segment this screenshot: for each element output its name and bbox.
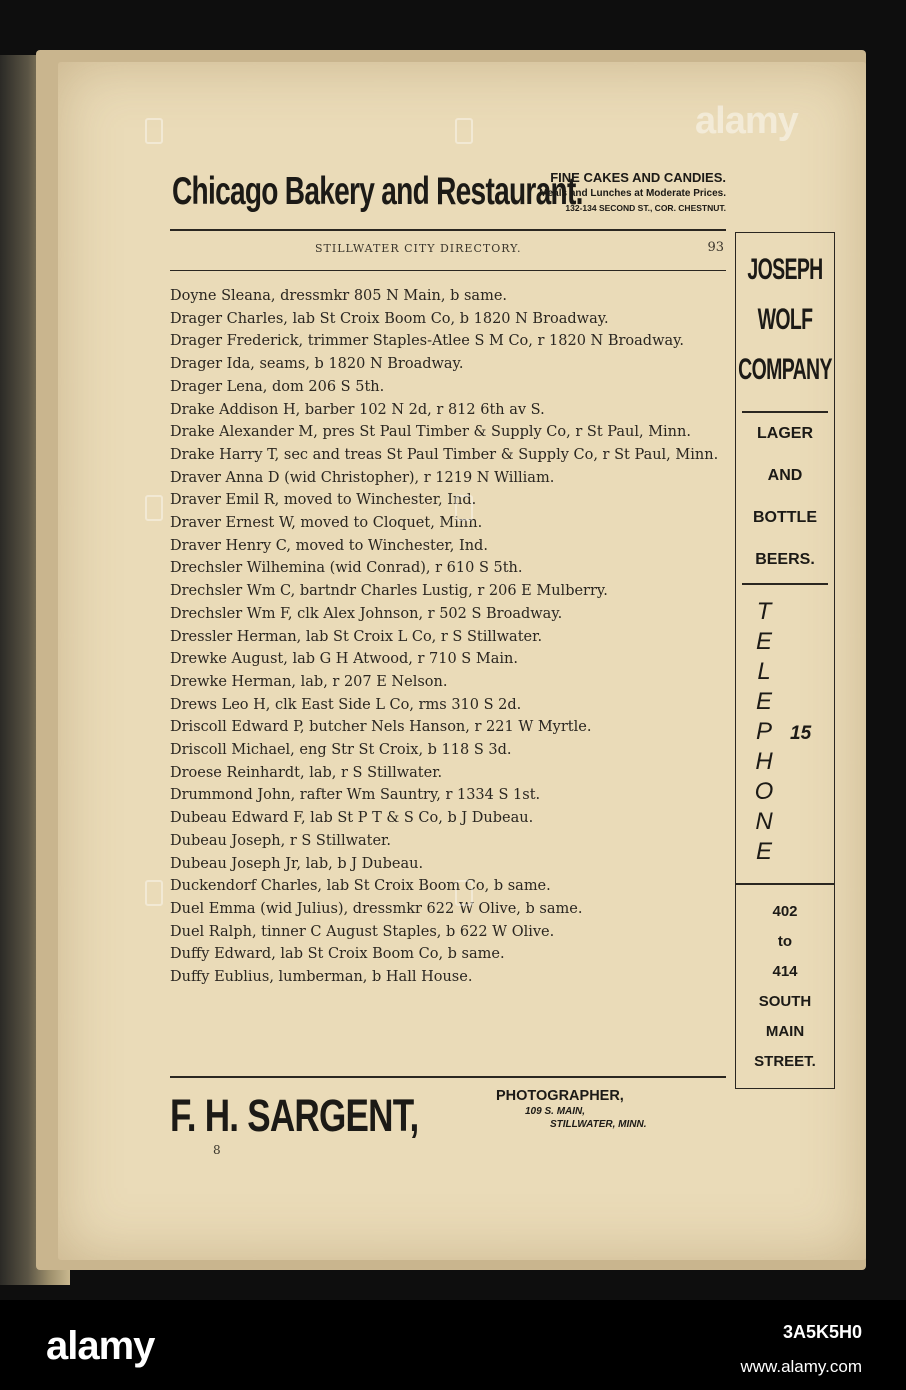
directory-entry: Drewke Herman, lab, r 207 E Nelson. — [170, 673, 448, 690]
stock-footer — [0, 1300, 906, 1390]
watermark-mark — [145, 495, 163, 521]
address-line: to — [777, 933, 793, 950]
running-head-rule — [170, 270, 726, 271]
directory-entries — [170, 285, 726, 989]
telephone-letter: E — [755, 628, 772, 655]
directory-entry: Drager Charles, lab St Croix Boom Co, b 1820 N Broadway. — [170, 310, 609, 327]
directory-entry: Drechsler Wilhemina (wid Conrad), r 610 S 5th. — [170, 560, 523, 577]
directory-entry: Duel Ralph, tinner C August Staples, b 622 W Olive. — [170, 923, 555, 940]
telephone-letter: L — [757, 658, 771, 685]
telephone-letter: T — [756, 598, 772, 625]
directory-entry: Draver Ernest W, moved to Cloquet, Minn. — [170, 515, 483, 532]
side-advertisement — [735, 232, 835, 1089]
bakery-address: 132-134 SECOND ST., COR. CHESTNUT. — [565, 203, 726, 213]
page-number: 93 — [707, 240, 724, 255]
side-ad-divider — [742, 583, 828, 585]
address-line: MAIN — [765, 1023, 805, 1040]
telephone-letter: N — [755, 808, 773, 835]
directory-entry: Dubeau Joseph Jr, lab, b J Dubeau. — [170, 855, 424, 872]
telephone-number: 15 — [790, 723, 812, 744]
directory-entry: Drummond John, rafter Wm Sauntry, r 1334 S 1st. — [170, 787, 541, 804]
directory-entry: Duffy Edward, lab St Croix Boom Co, b same. — [170, 946, 505, 963]
header-advertisement — [170, 168, 726, 226]
header-rule — [170, 229, 726, 231]
directory-entry: Duel Emma (wid Julius), dressmkr 622 W Olive, b same. — [170, 900, 583, 917]
telephone-letter: H — [755, 748, 773, 775]
directory-entry: Duffy Eublius, lumberman, b Hall House. — [170, 969, 473, 986]
address-line: 414 — [772, 963, 798, 980]
directory-entry: Droese Reinhardt, lab, r S Stillwater. — [170, 764, 443, 781]
footer-rule — [170, 1076, 726, 1078]
alamy-watermark: alamy — [695, 100, 798, 142]
watermark-mark — [455, 118, 473, 144]
product-line: BEERS. — [755, 551, 815, 568]
address-line: 402 — [772, 903, 798, 920]
brewery-address — [736, 897, 834, 1077]
directory-entry: Drewke August, lab G H Atwood, r 710 S Main. — [170, 651, 518, 668]
watermark-mark — [145, 880, 163, 906]
watermark-mark — [455, 880, 473, 906]
address-line: STREET. — [754, 1053, 816, 1070]
directory-entry: Dressler Herman, lab St Croix L Co, r S Stillwater. — [170, 628, 543, 645]
telephone-letter: O — [754, 778, 774, 805]
directory-title: STILLWATER CITY DIRECTORY. — [315, 242, 522, 255]
directory-entry: Drews Leo H, clk East Side L Co, rms 310 S 2d. — [170, 696, 522, 713]
product-line: LAGER — [757, 425, 813, 442]
side-ad-divider — [736, 883, 834, 885]
signature-mark: 8 — [213, 1143, 221, 1157]
stock-url: www.alamy.com — [740, 1357, 862, 1376]
alamy-logo: alamy — [46, 1324, 155, 1368]
brewery-name — [736, 245, 834, 395]
directory-entry: Drager Ida, seams, b 1820 N Broadway. — [170, 356, 464, 373]
directory-entry: Drake Addison H, barber 102 N 2d, r 812 6th av S. — [170, 401, 545, 418]
product-line: AND — [767, 467, 803, 484]
bakery-name: Chicago Bakery and Restaurant. — [172, 170, 583, 213]
photographer-role: PHOTOGRAPHER, — [496, 1088, 624, 1104]
brewery-name-line: WOLF — [757, 303, 813, 336]
directory-entry: Drager Frederick, trimmer Staples-Atlee S M Co, r 1820 N Broadway. — [170, 333, 685, 350]
directory-entry: Draver Emil R, moved to Winchester, Ind. — [170, 492, 477, 509]
brewery-name-line: JOSEPH — [747, 253, 823, 286]
telephone-letter: E — [755, 838, 772, 865]
directory-entry: Dubeau Edward F, lab St P T & S Co, b J Dubeau. — [170, 810, 534, 827]
directory-entry: Draver Anna D (wid Christopher), r 1219 N William. — [170, 469, 555, 486]
directory-entry: Drager Lena, dom 206 S 5th. — [170, 378, 385, 395]
directory-entry: Drake Harry T, sec and treas St Paul Timber & Supply Co, r St Paul, Minn. — [170, 446, 719, 463]
watermark-mark — [145, 118, 163, 144]
directory-entry: Drechsler Wm F, clk Alex Johnson, r 502 S Broadway. — [170, 605, 563, 622]
telephone-letter: P — [755, 718, 772, 745]
directory-entry: Dubeau Joseph, r S Stillwater. — [170, 832, 391, 849]
product-line: BOTTLE — [753, 509, 817, 526]
beer-products — [736, 413, 834, 581]
directory-entry: Drake Alexander M, pres St Paul Timber & Supply Co, r St Paul, Minn. — [170, 424, 691, 441]
photographer-city: STILLWATER, MINN. — [550, 1119, 647, 1130]
stock-meta — [740, 1322, 862, 1377]
image-id: 3A5K5H0 — [782, 1322, 862, 1342]
directory-entry: Drechsler Wm C, bartndr Charles Lustig, r 206 E Mulberry. — [170, 583, 608, 600]
running-head — [170, 240, 726, 258]
telephone-letter: E — [755, 688, 772, 715]
photographer-street: 109 S. MAIN, — [525, 1106, 586, 1117]
footer-advertisement — [170, 1080, 726, 1140]
brewery-name-line: COMPANY — [738, 353, 832, 386]
photographer-name: F. H. SARGENT, — [170, 1090, 419, 1141]
directory-entry: Duckendorf Charles, lab St Croix Boom Co, b same. — [170, 878, 551, 895]
watermark-mark — [455, 495, 473, 521]
bakery-subline: Meals and Lunches at Moderate Prices. — [539, 188, 726, 199]
telephone-vertical — [736, 597, 792, 867]
directory-entry: Driscoll Michael, eng Str St Croix, b 118 S 3d. — [170, 742, 512, 759]
directory-entry: Draver Henry C, moved to Winchester, Ind. — [170, 537, 488, 554]
address-line: SOUTH — [758, 993, 812, 1010]
bakery-tagline: FINE CAKES AND CANDIES. — [550, 170, 726, 185]
directory-entry: Driscoll Edward P, butcher Nels Hanson, r 221 W Myrtle. — [170, 719, 592, 736]
directory-entry: Doyne Sleana, dressmkr 805 N Main, b same. — [170, 288, 508, 304]
